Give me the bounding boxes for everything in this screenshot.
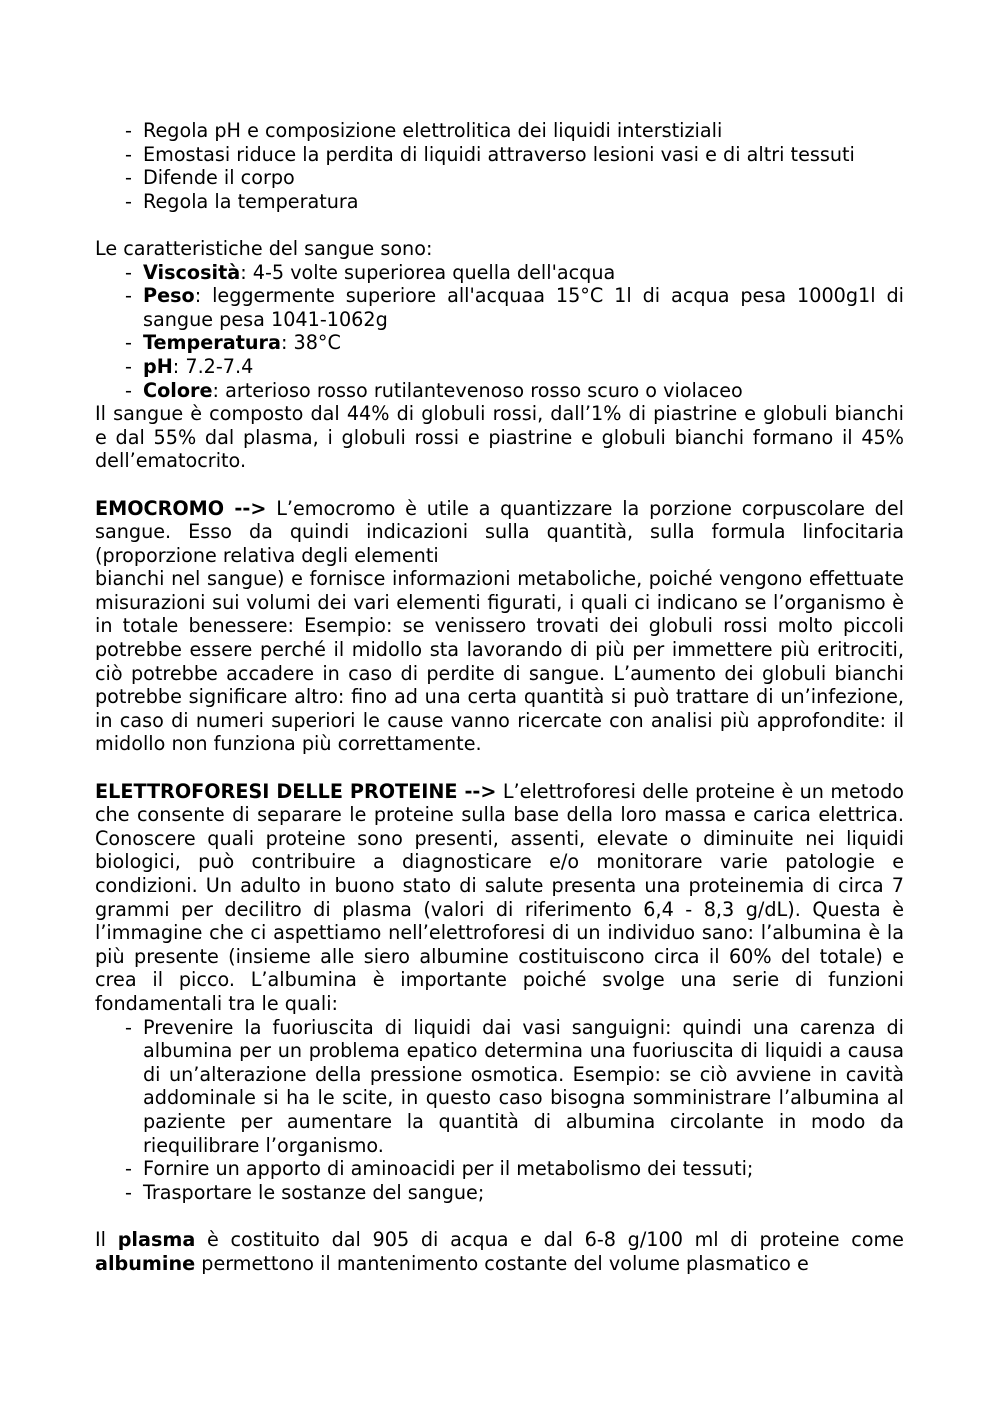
characteristics-list <box>95 261 904 403</box>
elettroforesi-heading: ELETTROFORESI DELLE PROTEINE --> <box>95 779 497 803</box>
list-item: - Regola pH e composizione elettrolitica dei liquidi interstiziali <box>125 119 723 142</box>
list-item: - Temperatura: 38°C <box>125 331 341 355</box>
list-item: - Trasportare le sostanze del sangue; <box>125 1180 485 1204</box>
emocromo-paragraph-continued: bianchi nel sangue) e fornisce informazioni metaboliche, poiché vengono effettuate misurazioni sui volumi dei vari elementi figurati, i quali ci indicano se l’organismo è in totale benessere: Esempio: se venissero trovati dei globuli rossi molto piccoli potrebbe essere perché il midollo sta lavorando di più per immettere più eritrociti, ciò potrebbe accadere in caso di perdite di sangue. L’aumento dei globuli bianchi potrebbe significare altro: fino ad una certa quantità si può trattare di un’infezione, in caso di numeri superiori le cause vanno ricercate con analisi più approfondite: il midollo non funziona più correttamente. <box>95 567 904 756</box>
characteristics-intro: Le caratteristiche del sangue sono: <box>95 236 433 260</box>
document-body <box>95 119 904 1275</box>
list-item: - pH: 7.2-7.4 <box>125 354 254 378</box>
albumin-functions-list <box>95 1016 904 1205</box>
list-item: - Difende il corpo <box>125 166 295 190</box>
blood-composition-paragraph: Il sangue è composto dal 44% di globuli rossi, dall’1% di piastrine e globuli bianchi e dal 55% dal plasma, i globuli rossi e piastrine e globuli bianchi formano il 45% dell’ematocrito. <box>95 402 904 473</box>
list-item: - Peso: leggermente superiore all'acquaa 15°C 1l di acqua pesa 1000g1l di sangue pesa 1041-1062g <box>125 284 904 331</box>
plasma-paragraph: Il plasma è costituito dal 905 di acqua e dal 6-8 g/100 ml di proteine come albumine permettono il mantenimento costante del volume plasmatico e <box>95 1227 904 1275</box>
emocromo-paragraph: EMOCROMO --> L’emocromo è utile a quantizzare la porzione corpuscolare del sangue. Esso da quindi indicazioni sulla quantità, sulla formula linfocitaria (proporzione relativa degli elementi <box>95 496 904 567</box>
list-item: - Fornire un apporto di aminoacidi per il metabolismo dei tessuti; <box>125 1157 754 1181</box>
list-item: - Colore: arterioso rosso rutilantevenoso rosso scuro o violaceo <box>125 378 743 402</box>
elettroforesi-paragraph: ELETTROFORESI DELLE PROTEINE --> L’elettroforesi delle proteine è un metodo che consente di separare le proteine sulla base della loro massa e carica elettrica. Conoscere quali proteine sono presenti, assenti, elevate o diminuite nei liquidi biologici, può contribuire a diagnosticare e/o monitorare varie patologie e condizioni. Un adulto in buono stato di salute presenta una proteinemia di circa 7 grammi per decilitro di plasma (valori di riferimento 6,4 - 8,3 g/dL). Questa è l’immagine che ci aspettiamo nell’elettroforesi di un individuo sano: l’albumina è la più presente (insieme alle siero albumine costituiscono circa il 60% del totale) e crea il picco. L’albumina è importante poiché svolge una serie di funzioni fondamentali tra le quali: <box>95 779 904 1015</box>
list-item: - Viscosità: 4-5 volte superiorea quella dell'acqua <box>125 260 616 284</box>
blood-functions-list <box>95 119 904 213</box>
list-item: - Prevenire la fuoriuscita di liquidi dai vasi sanguigni: quindi una carenza di albumina per un problema epatico determina una fuoriuscita di liquidi a causa di un’alterazione della pressione osmotica. Esempio: se ciò avviene in cavità addominale si ha le scite, in questo caso bisogna somministrare l’albumina al paziente per aumentare la quantità di albumina circolante in modo da riequilibrare l’organismo. <box>125 1015 904 1157</box>
list-item: - Regola la temperatura <box>125 189 359 213</box>
list-item: - Emostasi riduce la perdita di liquidi attraverso lesioni vasi e di altri tessuti <box>125 142 855 166</box>
emocromo-heading: EMOCROMO --> <box>95 496 267 520</box>
